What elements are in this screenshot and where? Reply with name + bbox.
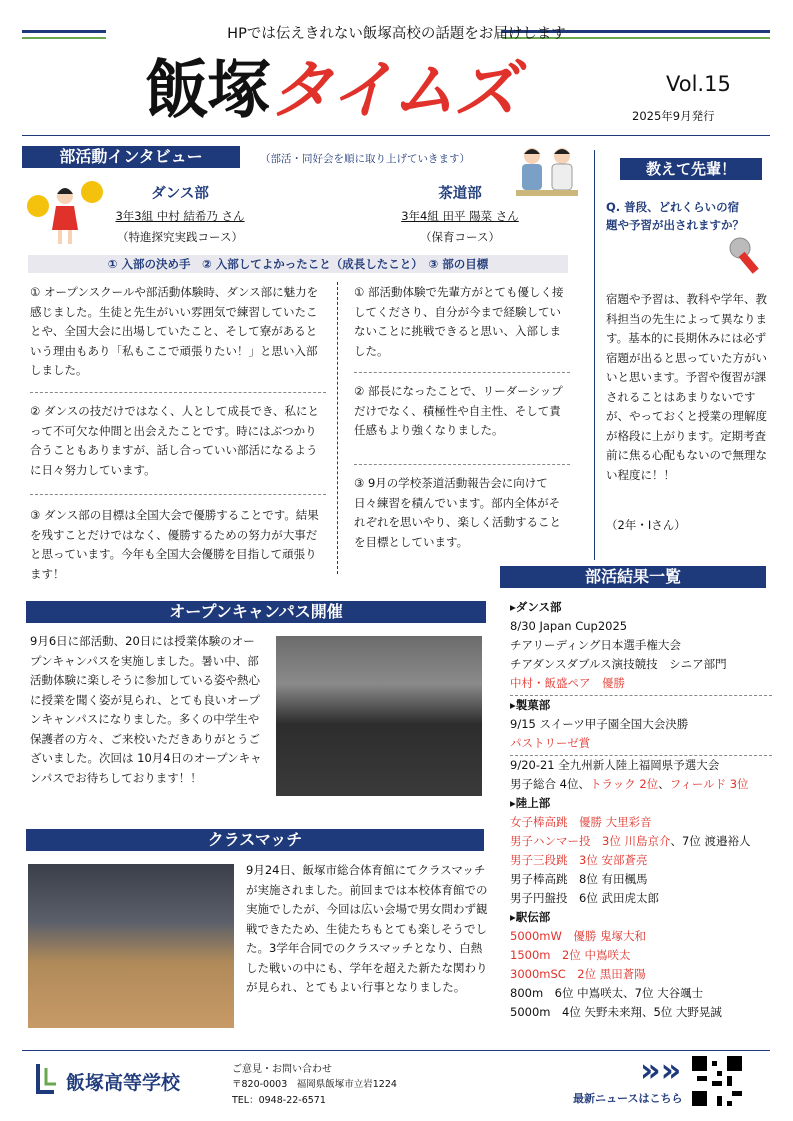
footer-school-name: 飯塚高等学校	[66, 1072, 181, 1094]
dance-answer-1: ① オープンスクールや部活動体験時、ダンス部に魅力を感じました。生徒と先生がいい雰囲気で練習していたことや、全国大会に出場していたこと、そして寮があるという理由もあり「私もここで頑張りたい！」と思い入部しました。	[30, 285, 319, 377]
results-ekiden-3: 3000mSC 2位 黒田蒼陽	[510, 967, 646, 981]
header-divider	[22, 135, 770, 136]
dance-answer-3: ③ ダンス部の目標は全国大会で優勝することです。結果を残すことだけではなく、優勝するための努力が大事だと思っています。今年も全国大会優勝を目指して頑張ります！	[30, 508, 319, 581]
dance-divider-1	[30, 392, 326, 393]
dance-student-name: 3年3組 中村 結希乃 さん	[115, 209, 245, 223]
footer-arrows: »»	[640, 1051, 682, 1089]
results-ekiden-2: 1500m 2位 中嶌咲太	[510, 948, 631, 962]
dance-student-course: （特進探究実践コース）	[117, 230, 243, 244]
results-track-1: 女子棒高跳 優勝 大里彩音	[510, 815, 652, 829]
senpai-answer: 宿題や予習は、教科や学年、教科担当の先生によって異なります。基本的に長期休みには必ず宿題が出ると思っていた方がいいと思います。予習や復習が課されることはあまりないですが、やっておくと授業の理解度が格段に上がります。定期考査前に焦る心配もないので無理ない程度に！！	[606, 292, 767, 482]
classmatch-title: クラスマッチ	[26, 829, 484, 851]
dance-divider-2	[30, 494, 326, 495]
footer-contact-heading: ご意見・お問い合わせ	[232, 1064, 332, 1075]
results-track-overall-d: フィールド 3位	[669, 777, 749, 791]
results-track-overall-a: 男子総合 4位、	[510, 777, 590, 791]
results-title: 部活結果一覧	[500, 566, 766, 588]
interview-note: （部活・同好会を順に取り上げていきます）	[260, 153, 470, 165]
results-bake-1: 9/15 スイーツ甲子園全国大会決勝	[510, 717, 689, 731]
senpai-author: （2年・Iさん）	[606, 518, 686, 532]
interview-title: 部活動インタビュー	[22, 146, 240, 168]
microphone-icon	[724, 232, 772, 280]
results-track-4: 男子棒高跳 8位 有田楓馬	[510, 872, 648, 886]
issue-date: 2025年9月発行	[632, 109, 715, 123]
results-list	[510, 598, 772, 1022]
qr-code-icon[interactable]	[692, 1056, 742, 1106]
results-track-2	[510, 832, 772, 851]
results-ekiden-1: 5000mW 優勝 鬼塚大和	[510, 929, 646, 943]
senpai-title: 教えて先輩！	[620, 158, 762, 180]
results-ekiden-heading: ▸駅伝部	[510, 910, 551, 924]
classmatch-photo	[28, 864, 234, 1028]
header-tagline: HPでは伝えきれない飯塚高校の話題をお届けします	[227, 26, 566, 42]
results-track-heading: ▸陸上部	[510, 796, 551, 810]
results-dance-1: 8/30 Japan Cup2025	[510, 619, 628, 633]
senpai-column-divider	[594, 150, 595, 560]
opencampus-title: オープンキャンパス開催	[26, 601, 486, 623]
results-track-2a: 男子ハンマー投 3位 川島京介	[510, 834, 671, 848]
interview-questions: ① 入部の決め手 ② 入部してよかったこと（成長したこと） ③ 部の目標	[28, 255, 568, 273]
volume-number: Vol.15	[666, 72, 731, 96]
results-track-2b: 、7位 渡邉裕人	[670, 834, 751, 848]
interview-column-divider	[337, 282, 338, 574]
dance-answer-2: ② ダンスの技だけではなく、人として成長でき、私にとって不可欠な仲間と出会えたことです。時にはぶつかり合うこともありますが、話し合っていい部活になるように日々努力しています。	[30, 404, 320, 477]
opencampus-photo	[276, 636, 482, 796]
footer-tel: TEL：0948-22-6571	[232, 1095, 326, 1106]
results-track-3: 男子三段跳 3位 安部蒼亮	[510, 853, 648, 867]
masthead-title	[145, 56, 516, 126]
results-ekiden-4: 800m 6位 中嶌咲太、7位 大谷颯士	[510, 986, 704, 1000]
tea-club-name: 茶道部	[438, 186, 482, 202]
results-bake-2: パストリーゼ賞	[510, 736, 591, 750]
tea-answer-1: ① 部活動体験で先輩方がとても優しく接してくださり、自分が今まで経験していないことに挑戦できると思い、入部しました。	[354, 285, 564, 358]
results-track-overall-b: トラック 2位	[589, 777, 659, 791]
results-dance-3: チアダンスダブルス演技競技 シニア部門	[510, 657, 727, 671]
dance-club-name: ダンス部	[151, 186, 209, 202]
tea-divider-1	[354, 372, 570, 373]
footer-address: 〒820-0003 福岡県飯塚市立岩1224	[232, 1079, 397, 1090]
results-track-overall	[510, 775, 772, 794]
tea-student-course: （保育コース）	[420, 230, 500, 244]
results-dance-4: 中村・飯盛ペア 優勝	[510, 676, 625, 690]
tea-answer-3: ③ 9月の学校茶道活動報告会に向けて日々練習を積んでいます。部内全体がそれぞれを思いやり、楽しく活動することを目標としています。	[354, 476, 561, 549]
masthead-kanji: 飯塚	[145, 54, 269, 128]
results-bake-heading: ▸製菓部	[510, 698, 551, 712]
results-dance-2: チアリーディング日本選手権大会	[510, 638, 681, 652]
tea-divider-2	[354, 464, 570, 465]
results-track-overall-c: 、	[658, 777, 670, 791]
opencampus-text: 9月6日に部活動、20日には授業体験のオープンキャンパスを実施しました。暑い中、部活動体験に楽しそうに参加している姿や熱心に授業を聞く姿が見られ、とても良いオープンキャンパスになりました。多くの中学生や保護者の方々、ご来校いただきありがとうございました。次回は 10月4日のオープンキャンパスでお待ちしております！！	[30, 634, 262, 785]
classmatch-text: 9月24日、飯塚市総合体育館にてクラスマッチが実施されました。前回までは本校体育館での実施でしたが、今回は広い会場で男女問わず観戦できたため、生徒たちもとても楽しそうでした。3学年合同でのクラスマッチとなり、白熱した戦いの中にも、学年を超えた新たな関わりが見られ、とてもよい行事となりました。	[246, 863, 488, 994]
school-logo-icon	[34, 1062, 60, 1094]
tea-student-name: 3年4組 田平 陽菜 さん	[401, 209, 519, 223]
results-ekiden-5: 5000m 4位 矢野未来翔、5位 大野晃誠	[510, 1005, 722, 1019]
results-dance-heading: ▸ダンス部	[510, 600, 562, 614]
senpai-question: Q. 普段、どれくらいの宿題や予習が出されますか？	[606, 200, 744, 232]
results-track-event: 9/20-21 全九州新人陸上福岡県予選大会	[510, 758, 720, 772]
footer-news-link[interactable]: 最新ニュースはこちら	[573, 1092, 683, 1105]
masthead-kana: タイムズ	[269, 54, 516, 128]
results-track-5: 男子円盤投 6位 武田虎太郎	[510, 891, 659, 905]
tea-answer-2: ② 部長になったことで、リーダーシップだけでなく、積極性や自主性、そして責任感もより強くなりました。	[354, 384, 563, 437]
